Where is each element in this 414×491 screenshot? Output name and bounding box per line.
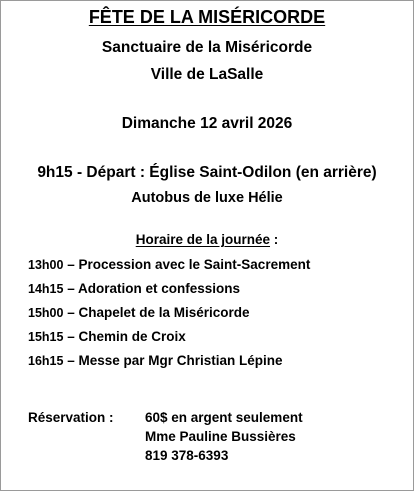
city-name: Ville de LaSalle — [150, 66, 264, 83]
schedule-list — [28, 256, 310, 376]
reservation-details — [145, 408, 303, 465]
event-date: Dimanche 12 avril 2026 — [121, 115, 293, 132]
schedule-activity: Adoration et confessions — [77, 281, 240, 296]
schedule-time: 13h00 — [28, 258, 64, 272]
schedule-separator: – — [63, 305, 79, 320]
schedule-activity: Chemin de Croix — [78, 329, 186, 344]
schedule-separator: – — [63, 281, 78, 296]
schedule-item — [28, 304, 310, 328]
reservation-phone: 819 378-6393 — [145, 448, 229, 463]
schedule-separator: – — [63, 257, 79, 272]
schedule-item — [28, 256, 310, 280]
schedule-separator: – — [63, 329, 79, 344]
schedule-item — [28, 352, 310, 376]
schedule-activity: Chapelet de la Miséricorde — [78, 305, 250, 320]
schedule-heading-colon: : — [270, 232, 279, 247]
schedule-heading — [1, 232, 413, 247]
schedule-activity: Procession avec le Saint-Sacrement — [78, 257, 311, 272]
schedule-activity: Messe par Mgr Christian Lépine — [78, 353, 283, 368]
schedule-time: 16h15 — [28, 354, 64, 368]
reservation-contact: Mme Pauline Bussières — [145, 429, 296, 444]
schedule-item — [28, 280, 310, 304]
schedule-separator: – — [63, 353, 79, 368]
departure-info: 9h15 - Départ : Église Saint-Odilon (en arrière) — [37, 164, 377, 181]
reservation-label: Réservation : — [28, 410, 114, 425]
schedule-item — [28, 328, 310, 352]
schedule-heading-text: Horaire de la journée — [135, 232, 271, 247]
bus-info: Autobus de luxe Hélie — [131, 190, 283, 206]
event-title: FÊTE DE LA MISÉRICORDE — [88, 7, 326, 27]
reservation-price: 60$ en argent seulement — [145, 410, 303, 425]
schedule-time: 15h00 — [28, 306, 64, 320]
schedule-time: 14h15 — [28, 282, 64, 296]
schedule-time: 15h15 — [28, 330, 64, 344]
sanctuary-name: Sanctuaire de la Miséricorde — [101, 39, 313, 56]
